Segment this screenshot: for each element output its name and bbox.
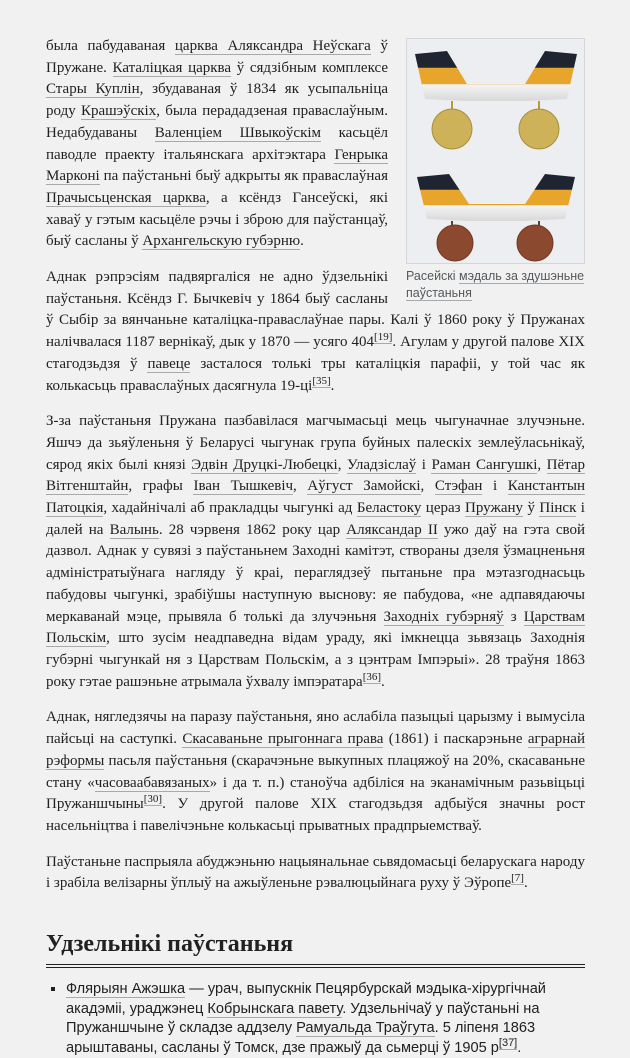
wiki-link[interactable]: Пётар Вітгенштайн [46, 456, 586, 495]
reference-sup [511, 872, 524, 885]
text-run: Аднак, нягледзячы на паразу паўстаньня, яно аслабіла пазыцыі царызму і вымусіла пайсьці на саступкі. [46, 709, 585, 748]
wiki-link[interactable]: часоваабавязаных [94, 774, 210, 791]
wiki-link[interactable]: Стэфан [434, 478, 483, 495]
text-run: , была перададзеная праваслаўным. Недабудаваны [46, 103, 388, 141]
wiki-link[interactable]: Беластоку [356, 500, 422, 517]
wiki-link[interactable]: павеце [147, 355, 191, 372]
wiki-link[interactable]: Скасаваньне прыгоннага права [182, 731, 384, 748]
ribbon-bottom [417, 174, 575, 221]
text-run: і далей на [46, 500, 585, 538]
text-run: цераз [421, 500, 466, 517]
wiki-link[interactable]: Канстантын Патоцкія [46, 478, 586, 517]
wiki-link[interactable]: Стары Куплін [46, 81, 140, 98]
text-run: , графы [128, 478, 194, 495]
wiki-link[interactable]: Раман Сангушкі [431, 456, 538, 473]
text-run: засталося толькі тры каталіцкія парафіі, у той час як колькасьць праваслаўных дасягнула 19-ці [46, 355, 585, 394]
wiki-link[interactable]: Архангельскую губэрню [142, 233, 301, 250]
text-run: . Удзельнічаў у паўстаньні на Пружаншчыне ў складзе аддзелу [66, 1000, 540, 1037]
text-run: . [381, 673, 385, 690]
wiki-link[interactable]: Валынь [109, 521, 159, 538]
text-run: Аднак рэпрэсіям падвяргаліся не адно ўдзельнікі паўстаньня. Ксёндз Г. Бычкевіч у 1864 быў сасланы ў Сыбір за вянчаньне каталіцка-праваслаўнае пары. Калі ў 1860 року ў Пружанах налічвалася 1187 вернікаў, дык у 1870 — усяго 404 [46, 269, 585, 351]
text-run: была пабудаваная [46, 38, 175, 54]
reference-sup [499, 1037, 517, 1050]
text-run: ў Пружане. [46, 38, 388, 76]
text-run: . [523, 875, 528, 892]
wiki-link[interactable]: Флярыян Ажэшка [66, 981, 186, 998]
text-run: (1861) і паскарэньне [383, 731, 528, 748]
text-run: . [330, 377, 335, 394]
figure-medal [406, 38, 585, 302]
paragraph-railway [46, 411, 585, 693]
wiki-link[interactable]: Кобрынскага павету [207, 1000, 343, 1017]
reference-sup [363, 671, 381, 684]
section-heading: Удзельнікі паўстаньня [46, 929, 585, 968]
reference-link[interactable]: [30] [143, 793, 163, 806]
article-content [46, 36, 585, 1058]
paragraph-influence [46, 852, 585, 895]
wiki-link[interactable]: Пружану [465, 500, 524, 517]
text-run: , [293, 478, 308, 495]
wiki-link[interactable]: Іван Тышкевіч [193, 478, 294, 495]
reference-link[interactable]: [35] [312, 374, 331, 387]
wiki-link[interactable]: аграрнай рэформы [46, 731, 585, 769]
text-run: » і да т. п.) станоўча адбіліся на эканамічным разьвіцьці Пружаншчыны [46, 774, 585, 813]
text-run: — урач, выпускнік Пецярбурскай мэдыка-хірургічнай акадэміі, ураджэнец [66, 981, 546, 1017]
participants-list [46, 980, 585, 1058]
reference-link[interactable]: [19] [374, 331, 393, 344]
reference-link[interactable]: [7] [511, 872, 524, 885]
text-run: ужо даў на гэта свой дазвол. Аднак у сувязі з паўстаньнем Заходні камітэт, створаны дзеля ўзмацненьня адміністратыўнага нагляду ў краі, пераглядзеў пытаньне пра мэтазгоднасьць пабудовы чыгункі, зрабіўшы наступную выснову: яе пабудова, «не адпавядаючы меркаванай мэце, прывяла б толькі да злучэньня [46, 521, 586, 625]
wiki-link[interactable]: Прачысьценская царква [46, 189, 206, 206]
wiki-link[interactable]: Царствам Польскім [46, 608, 585, 647]
wiki-link[interactable]: Валенціем Швыкоўскім [154, 124, 322, 141]
text-run: , [337, 456, 347, 473]
figure-caption [406, 268, 585, 302]
paragraph-reforms [46, 707, 585, 837]
text-run: , [420, 478, 435, 495]
text-run: ў [523, 500, 540, 517]
reference-link[interactable]: [37] [498, 1036, 518, 1049]
text-run: Расейскі [406, 269, 460, 283]
reference-sup [374, 331, 392, 344]
wiki-link[interactable]: Аляксандар II [346, 521, 438, 538]
text-run: . [300, 233, 304, 250]
text-run: , што зусім неадпаведна відам ураду, які імкнецца зьвязаць Заходнія губэрні чыгункай ня з Царствам Польскім, а з цэнтрам Імпэрыі». 28 траўня 1863 року гэтае рашэньне атрымала ўхвалу імпэратара [46, 630, 585, 690]
text-run: . [517, 1039, 522, 1056]
wiki-link[interactable]: Крашэўскіх [80, 103, 157, 120]
ribbon-top [415, 51, 577, 101]
wiki-link[interactable]: Аўгуст Замойскі [307, 478, 421, 495]
reference-sup [312, 375, 330, 388]
list-item [66, 980, 585, 1058]
text-run: . 28 чэрвеня 1862 року цар [158, 521, 347, 538]
wiki-link[interactable]: царква Аляксандра Неўскага [174, 38, 371, 54]
text-run: , збудаваная ў 1834 як усыпальніца роду [46, 81, 389, 120]
text-run: з [503, 608, 524, 625]
text-run: , хадайнічалі аб пракладцы чыгункі ад [103, 500, 357, 517]
text-run: пасьля паўстаньня (скарачэньне выкупных плацяжоў на 20%, скасаваньне стану « [46, 752, 585, 791]
text-run: ў сядзібным комплексе [231, 59, 388, 76]
text-run: , а ксёндз Гансеўскі, які хаваў у гэтым касьцёле рэчы і зброю для паўстанцаў, быў сасланы ў [46, 189, 388, 250]
reference-link[interactable]: [36] [362, 670, 382, 683]
wiki-link[interactable]: Эдвін Друцкі-Любецкі [191, 456, 338, 473]
wiki-link[interactable]: Генрыка Марконі [46, 146, 388, 185]
text-run: касьцёл паводле праекту італьянскага архітэктара [46, 124, 388, 163]
text-run: Паўстаньне паспрыяла абуджэньню нацыянальнае сьвядомасьці беларускага народу і зрабіла велізарны ўплыў на ажыўленьне рэвалюцыйнага руху ў Эўропе [46, 853, 585, 892]
wiki-link[interactable]: Заходніх губэрняў [383, 608, 504, 625]
wiki-link[interactable]: Каталіцкая царква [112, 59, 232, 76]
text-run: , [537, 456, 547, 473]
medal-image[interactable] [406, 38, 585, 264]
wiki-link[interactable]: Пінск [539, 500, 577, 517]
wiki-link[interactable]: Уладзіслаў [346, 456, 417, 473]
wiki-link[interactable]: мэдаль за здушэньне паўстаньня [406, 269, 585, 300]
text-run: З-за паўстаньня Пружана пазбавілася магчымасьці мець чыгуначнае злучэньне. Яшчэ да зьяўленьня ў Беларусі чыгунак група буйных палескіх землеўласьнікаў, сярод якіх былі князі [46, 413, 585, 473]
text-run: па паўстаньні быў адкрыты як праваслаўная [99, 168, 388, 185]
text-run: . Агулам у другой палове XIX стагодзьдзя ў [46, 334, 585, 372]
reference-sup [144, 793, 162, 806]
text-run: . 5 ліпеня 1863 арыштаваны, сасланы ў Томск, дзе пражыў да сьмерці ў 1905 р [66, 1020, 536, 1056]
text-run: і [482, 478, 508, 495]
wiki-link[interactable]: Рамуальда Траўгута [296, 1020, 435, 1037]
text-run: . У другой палове XIX стагодзьдзя адбыўся значны рост насельніцтва і павелічэньне колькасьці прыватных прадпрыемстваў. [46, 796, 585, 834]
text-run: і [416, 456, 432, 473]
